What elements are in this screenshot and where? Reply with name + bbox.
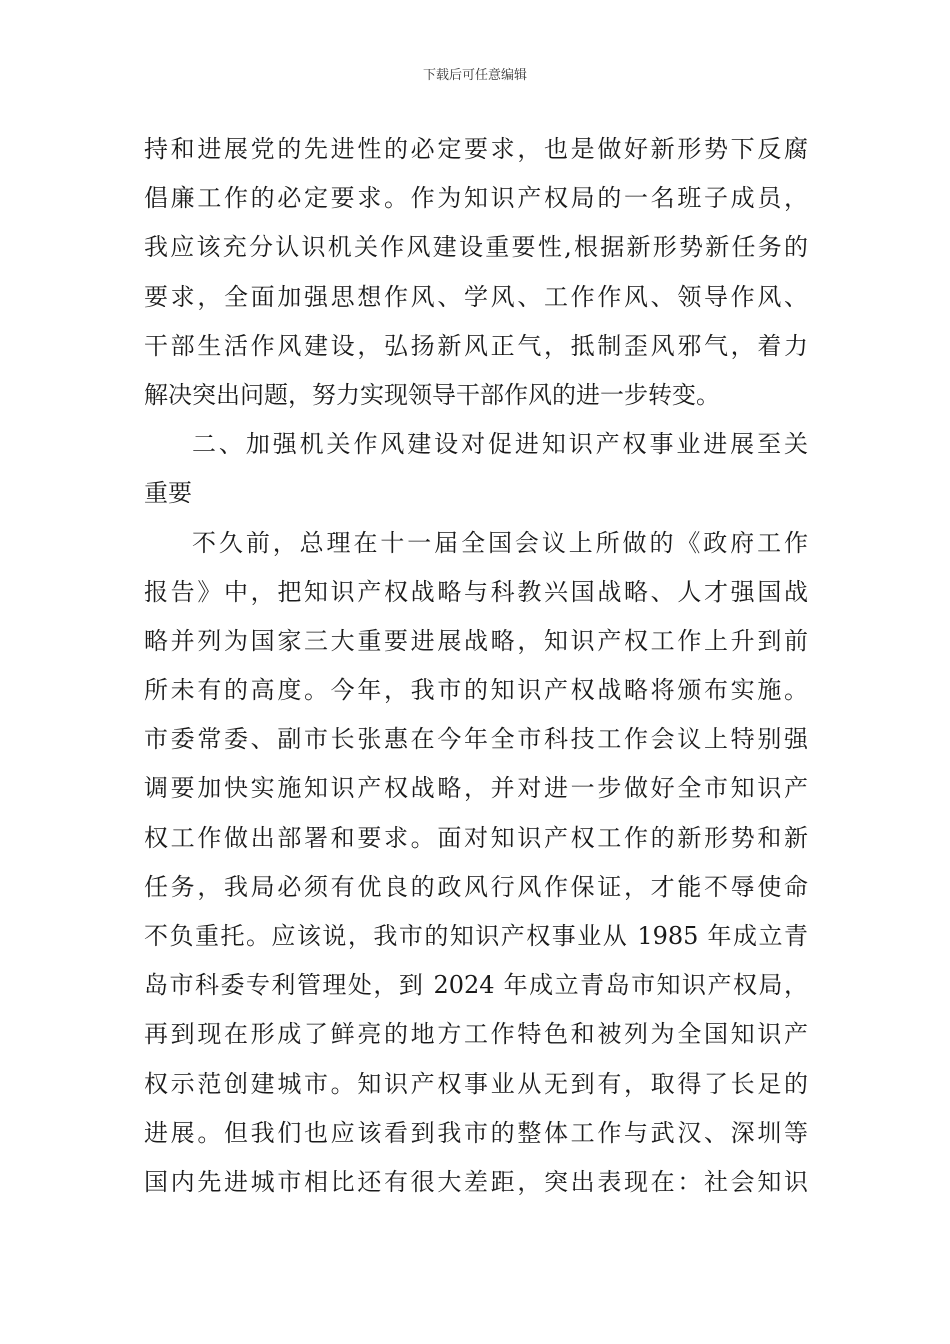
text-line: 干部生活作风建设，弘扬新风正气，抵制歪风邪气，着力 <box>144 331 808 360</box>
text-line: 国内先进城市相比还有很大差距，突出表现在：社会知识 <box>144 1167 808 1196</box>
text-line: 略并列为国家三大重要进展战略，知识产权工作上升到前 <box>144 626 808 655</box>
document-body <box>144 125 808 1207</box>
text-line: 报告》中，把知识产权战略与科教兴国战略、人才强国战 <box>144 577 808 606</box>
text-line: 不负重托。应该说，我市的知识产权事业从 1985 年成立青 <box>144 922 808 950</box>
text-line: 倡廉工作的必定要求。作为知识产权局的一名班子成员， <box>144 184 808 213</box>
text-line: 要求，全面加强思想作风、学风、工作作风、领导作风、 <box>144 282 808 311</box>
text-line: 市委常委、副市长张惠在今年全市科技工作会议上特别强 <box>144 725 808 754</box>
page-header: 下载后可任意编辑 <box>422 68 527 83</box>
text-line: 解决突出问题，努力实现领导干部作风的进一步转变。 <box>144 380 720 409</box>
text-line: 再到现在形成了鲜亮的地方工作特色和被列为全国知识产 <box>144 1020 808 1049</box>
text-line: 不久前，总理在十一届全国会议上所做的《政府工作 <box>192 528 808 557</box>
text-line: 权示范创建城市。知识产权事业从无到有，取得了长足的 <box>144 1069 808 1098</box>
text-line: 任务，我局必须有优良的政风行风作保证，才能不辱使命 <box>144 872 808 901</box>
text-line: 二、加强机关作风建设对促进知识产权事业进展至关 <box>192 430 808 459</box>
text-line: 岛市科委专利管理处，到 2024 年成立青岛市知识产权局， <box>144 971 808 1000</box>
text-line: 重要 <box>144 479 192 508</box>
text-line: 进展。但我们也应该看到我市的整体工作与武汉、深圳等 <box>144 1118 808 1147</box>
text-line: 我应该充分认识机关作风建设重要性,根据新形势新任务的 <box>144 233 808 262</box>
text-line: 调要加快实施知识产权战略，并对进一步做好全市知识产 <box>144 774 808 803</box>
text-line: 所未有的高度。今年，我市的知识产权战略将颁布实施。 <box>144 676 808 705</box>
text-line: 持和进展党的先进性的必定要求，也是做好新形势下反腐 <box>144 135 808 163</box>
text-line: 权工作做出部署和要求。面对知识产权工作的新形势和新 <box>144 823 808 852</box>
